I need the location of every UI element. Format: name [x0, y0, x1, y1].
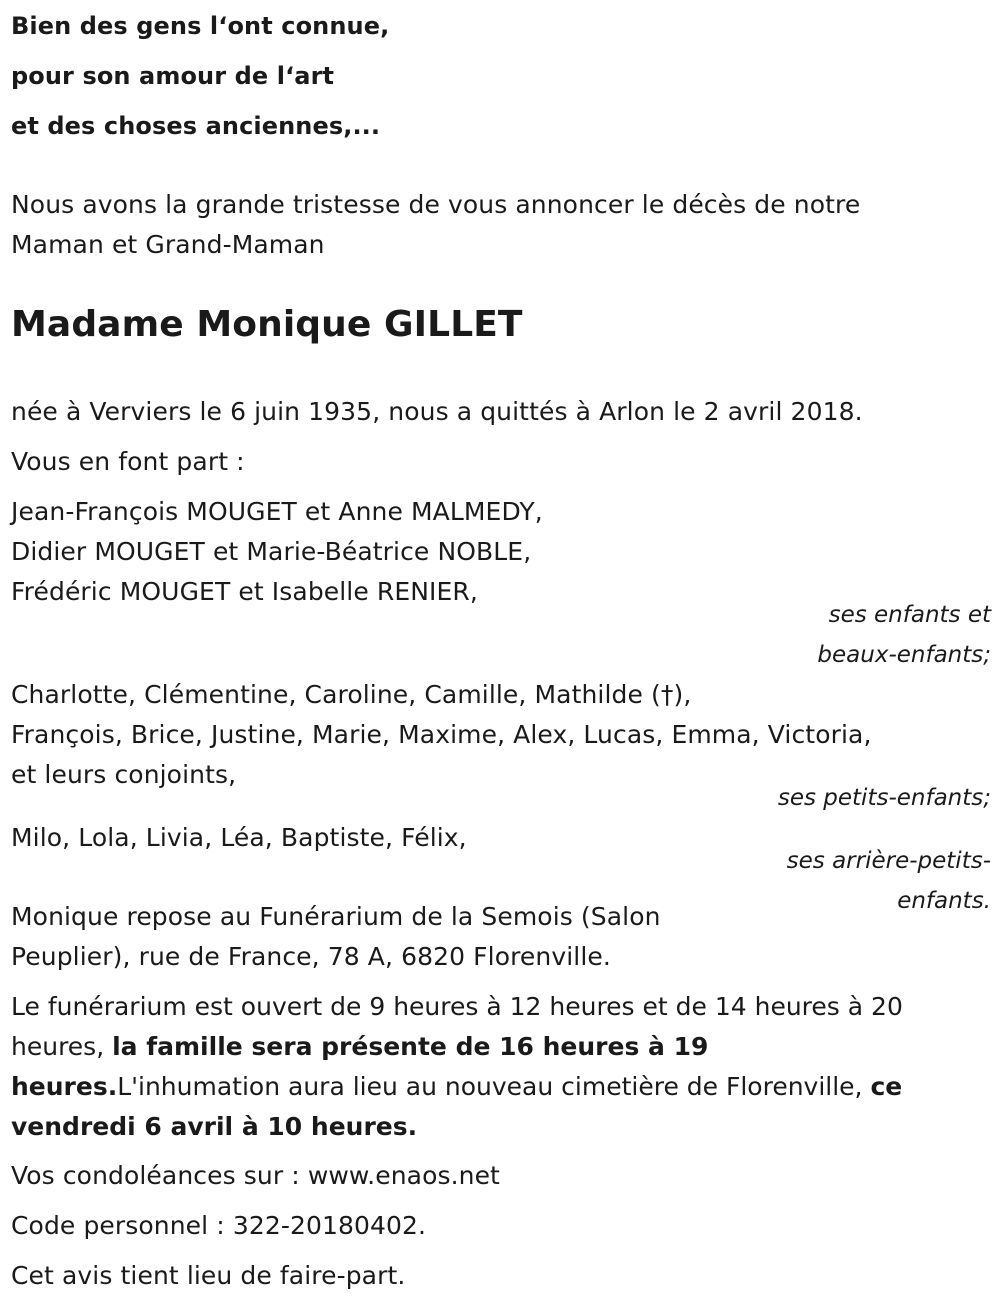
- condolences-line: Vos condoléances sur : www.enaos.net: [11, 1161, 500, 1190]
- children-line-3: Frédéric MOUGET et Isabelle RENIER,: [11, 577, 478, 606]
- birth-death-line: née à Verviers le 6 juin 1935, nous a quittés à Arlon le 2 avril 2018.: [11, 397, 863, 426]
- great-grandchildren-role-line-2: enfants.: [897, 888, 991, 914]
- hours-text-1: Le funérarium est ouvert de 9 heures à 12 heures et de 14 heures à 20 heures,: [11, 992, 903, 1061]
- closing-line: Cet avis tient lieu de faire-part.: [11, 1261, 406, 1290]
- personal-code-line: Code personnel : 322-20180402.: [11, 1211, 427, 1240]
- grandchildren-line-3: et leurs conjoints,: [11, 760, 237, 789]
- repose-line-1: Monique repose au Funérarium de la Semois (Salon: [11, 902, 661, 931]
- poem-line-1: Bien des gens l‘ont connue,: [11, 12, 390, 40]
- grandchildren-role: ses petits-enfants;: [777, 785, 991, 811]
- intro-line-1: Nous avons la grande tristesse de vous annoncer le décès de notre: [11, 190, 861, 219]
- intro-line-2: Maman et Grand-Maman: [11, 230, 325, 259]
- great-grandchildren-line-1: Milo, Lola, Livia, Léa, Baptiste, Félix,: [11, 823, 467, 852]
- children-line-1: Jean-François MOUGET et Anne MALMEDY,: [11, 497, 543, 526]
- children-line-2: Didier MOUGET et Marie-Béatrice NOBLE,: [11, 537, 532, 566]
- children-role-line-2: beaux-enfants;: [817, 642, 991, 668]
- burial-date: ce vendredi 6 avril à 10 heures.: [11, 1072, 903, 1141]
- hours-paragraph: [11, 987, 986, 1147]
- poem-line-3: et des choses anciennes,...: [11, 112, 381, 140]
- children-role-line-1: ses enfants et: [828, 602, 991, 628]
- great-grandchildren-role-line-1: ses arrière-petits-: [786, 848, 991, 874]
- grandchildren-line-2: François, Brice, Justine, Marie, Maxime, Alex, Lucas, Emma, Victoria,: [11, 720, 872, 749]
- poem-line-2: pour son amour de l‘art: [11, 62, 335, 90]
- grandchildren-line-1: Charlotte, Clémentine, Caroline, Camille, Mathilde (†),: [11, 680, 692, 709]
- repose-line-2: Peuplier), rue de France, 78 A, 6820 Florenville.: [11, 942, 611, 971]
- hours-text-2: L'inhumation aura lieu au nouveau cimetière de Florenville,: [117, 1072, 871, 1101]
- announce-line: Vous en font part :: [11, 447, 245, 476]
- deceased-name: Madame Monique GILLET: [11, 304, 523, 345]
- family-presence-hours: la famille sera présente de 16 heures à 19 heures.: [11, 1032, 709, 1101]
- obituary-notice: [11, 0, 991, 1311]
